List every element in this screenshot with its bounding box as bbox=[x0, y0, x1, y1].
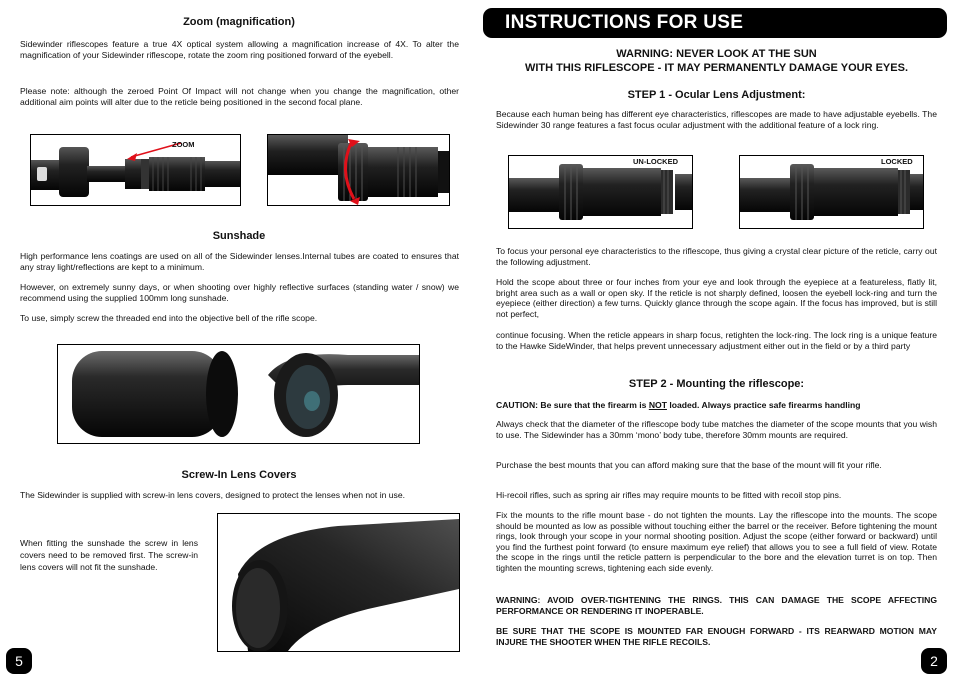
step2-para-2: Purchase the best mounts that you can afford making sure that the base of the mount will fit your rifle. bbox=[496, 460, 882, 470]
unlocked-photo bbox=[508, 155, 693, 229]
step1-para-2: To focus your personal eye characteristics to the riflescope, thus giving a crystal clear picture of the reticle, carry out the following adjustment. bbox=[496, 246, 937, 267]
step2-heading: STEP 2 - Mounting the riflescope: bbox=[628, 378, 805, 390]
locked-photo bbox=[739, 155, 924, 229]
page-number-right: 2 bbox=[921, 648, 947, 674]
sunshade-para-1: High performance lens coatings are used on all of the Sidewinder lenses.Internal tubes are coated to ensures that any stray light/reflections are kept to a minimum. bbox=[20, 251, 459, 272]
zoom-label: ZOOM bbox=[172, 140, 195, 149]
sunshade-photo bbox=[57, 344, 420, 444]
locked-label: LOCKED bbox=[881, 157, 913, 166]
zoom-para-1: Sidewinder riflescopes feature a true 4X optical system allowing a magnification increase of 4X. To alter the magnification of your Sidewinder riflescope, rotate the zoom ring positioned forward of the eyebell. bbox=[20, 39, 459, 60]
step2-caution: CAUTION: Be sure that the firearm is NOT loaded. Always practice safe firearms handling bbox=[496, 400, 861, 410]
lens-cover-photo bbox=[217, 513, 460, 652]
step1-para-4: continue focusing. When the reticle appears in sharp focus, retighten the lock-ring. The lock ring is a unique feature to the Hawke SideWinder, that helps prevent unnecessary adjustment either out in the field or by a third party bbox=[496, 330, 937, 351]
zoom-heading: Zoom (magnification) bbox=[183, 16, 295, 28]
sunshade-heading: Sunshade bbox=[212, 230, 266, 242]
warning-line-1: WARNING: NEVER LOOK AT THE SUN bbox=[616, 48, 817, 60]
covers-para-1: The Sidewinder is supplied with screw-in lens covers, designed to protect the lenses when not in use. bbox=[20, 490, 406, 500]
step1-heading: STEP 1 - Ocular Lens Adjustment: bbox=[627, 89, 806, 101]
instructions-banner: INSTRUCTIONS FOR USE bbox=[483, 8, 947, 38]
step2-para-3: Hi-recoil rifles, such as spring air rifles may require mounts to be fitted with recoil stop pins. bbox=[496, 490, 842, 500]
zoom-ring-photo bbox=[30, 134, 241, 206]
sunshade-para-2: However, on extremely sunny days, or when shooting over highly reflective surfaces (standing water / snow) we recommend using the supplied 100mm long sunshade. bbox=[20, 282, 459, 303]
covers-heading: Screw-In Lens Covers bbox=[181, 469, 297, 481]
page-number-left: 5 bbox=[6, 648, 32, 674]
covers-para-2: When fitting the sunshade the screw in lens covers need to be removed first. The screw-in lens covers will not fit the sunshade. bbox=[20, 538, 198, 573]
zoom-rotate-photo bbox=[267, 134, 450, 206]
step2-warning-1: WARNING: AVOID OVER-TIGHTENING THE RINGS. THIS CAN DAMAGE THE SCOPE AFFECTING PERFORMANCE OR RENDERING IT INOPERABLE. bbox=[496, 595, 937, 616]
step1-para-1: Because each human being has different eye characteristics, riflescopes are made to have adjustable eyebells. The Sidewinder 30 range features a fast focus ocular adjustment with the additional feature of a lock ring. bbox=[496, 109, 937, 130]
warning-line-2: WITH THIS RIFLESCOPE - IT MAY PERMANENTLY DAMAGE YOUR EYES. bbox=[524, 62, 908, 74]
zoom-para-2: Please note: although the zeroed Point Of Impact will not change when you change the magnification, other additional aim points will alter due to the reticle being positioned in the second focal plane. bbox=[20, 86, 459, 107]
step2-para-1: Always check that the diameter of the riflescope body tube matches the diameter of the scope mounts that you wish to use. The Sidewinder has a 30mm ‘mono’ body tube, therefore 30mm mounts are required. bbox=[496, 419, 937, 440]
step2-warning-2: BE SURE THAT THE SCOPE IS MOUNTED FAR ENOUGH FORWARD - ITS REARWARD MOTION MAY INJURE THE SHOOTER WHEN THE RIFLE RECOILS. bbox=[496, 626, 937, 647]
step1-para-3: Hold the scope about three or four inches from your eye and look through the eyepiece at a featureless, flatly lit, bright area such as a wall or open sky. If the reticle is not sharply defined, loosen the eyebell lock-ring and turn the eyepiece (either direction) a few turns. Quickly glance through the scope again. If the focus has improved, but is still not perfect, bbox=[496, 277, 937, 319]
unlocked-label: UN-LOCKED bbox=[633, 157, 678, 166]
step2-para-4: Fix the mounts to the rifle mount base - do not tighten the mounts. Lay the riflescope into the mounts. The scope should be mounted as low as possible without touching either the barrel or the receiver. Before tightening the mount rings, look through your scope in your normal shooting position. Adjust the scope (either forward or backward) until you find the furthest point forward (to ensure maximum eye relief) that allows you to see a full field of view. Rotate the scope in the rings until the reticle pattern is perpendicular to the bore and the elevation turret is on top. Then tighten the mounting screws, tightening each side evenly. bbox=[496, 510, 937, 573]
sunshade-para-3: To use, simply screw the threaded end into the objective bell of the rifle scope. bbox=[20, 313, 318, 323]
